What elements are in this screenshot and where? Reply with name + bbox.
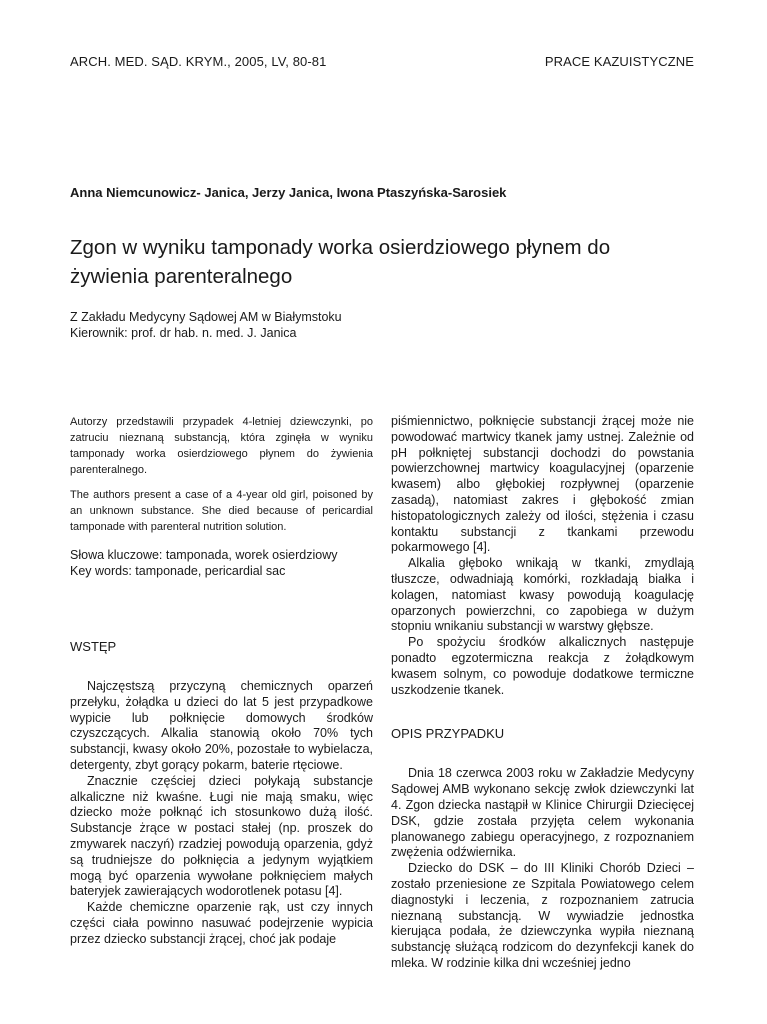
intro-paragraph-3: Każde chemiczne oparzenie rąk, ust czy innych części ciała powinno nasuwać podejrzenie wypicia przez dziecko substancji żrącej, choć jak podaje <box>70 900 373 946</box>
keywords <box>70 547 373 579</box>
journal-citation: ARCH. MED. SĄD. KRYM., 2005, LV, 80-81 <box>70 54 327 69</box>
abstract-english: The authors present a case of a 4-year old girl, poisoned by an unknown substance. She died because of pericardial tamponade with parenteral nutrition solution. <box>70 489 373 533</box>
left-column <box>70 414 373 948</box>
abstract-polish: Autorzy przedstawili przypadek 4-letniej dziewczynki, po zatruciu nieznaną substancją, która zginęła w wyniku tamponady worka osierdziowego płynem do żywienia parenteralnego. <box>70 416 373 476</box>
author-list: Anna Niemcunowicz- Janica, Jerzy Janica, Iwona Ptaszyńska-Sarosiek <box>70 185 507 200</box>
right-column <box>391 414 694 972</box>
article-title: Zgon w wyniku tamponady worka osierdziowego płynem do żywienia parenteralnego <box>70 236 611 288</box>
affiliation-head: Kierownik: prof. dr hab. n. med. J. Janica <box>70 326 297 340</box>
intro-paragraph-1: Najczęstszą przyczyną chemicznych oparzeń przełyku, żołądka u dzieci do lat 5 jest przypadkowe wypicie lub połknięcie domowych środków czyszczących. Alkalia stanowią około 70% tych substancji, kwasy około 20%, pozostałe to wybielacza, detergenty, zbyt gorący pokarm, baterie rtęciowe. <box>70 679 373 772</box>
case-paragraph-2: Dziecko do DSK – do III Kliniki Chorób Dzieci – zostało przeniesione ze Szpitala Powiatowego celem diagnostyki i leczenia, z rozpoznaniem zatrucia nieznaną substancją. W wywiadzie jednostka kierująca podała, że dziewczynka wypiła nieznaną substancję służącą rodzicom do dezynfekcji kanek do mleka. W rodzinie kilka dni wcześniej jedno <box>391 861 694 970</box>
section-heading-case: OPIS PRZYPADKU <box>391 726 505 742</box>
affiliation <box>70 309 342 341</box>
affiliation-institution: Z Zakładu Medycyny Sądowej AM w Białymstoku <box>70 310 342 324</box>
keywords-english: Key words: tamponade, pericardial sac <box>70 564 286 578</box>
case-paragraph-1: Dnia 18 czerwca 2003 roku w Zakładzie Medycyny Sądowej AMB wykonano sekcję zwłok dziewczynki lat 4. Zgon dziecka nastąpił w Klinice Chirurgii Dziecięcej DSK, gdzie została przyjęta celem wykonania planowanego zabiegu operacyjnego, z rozpoznaniem zwężenia odźwiernika. <box>391 766 694 860</box>
intro-paragraph-5: Po spożyciu środków alkalicznych następuje ponadto egzotermiczna reakcja z żołądkowym kwasem solnym, co powoduje dodatkowe termiczne uszkodzenie tkanek. <box>391 635 694 697</box>
keywords-polish: Słowa kluczowe: tamponada, worek osierdziowy <box>70 548 338 562</box>
intro-paragraph-4: Alkalia głęboko wnikają w tkanki, zmydlają tłuszcze, odwadniają komórki, rozkładają białka i kolagen, natomiast kwasy powodują koagulację oparzonych powierzchni, co zapobiega w dużym stopniu wnikaniu substancji w warstwy głębsze. <box>391 556 694 634</box>
intro-paragraph-3-continued: piśmiennictwo, połknięcie substancji żrącej może nie powodować martwicy tkanek jamy ustnej. Zależnie od pH połkniętej substancji dochodzi do powstania powierzchownej martwicy koagulacyjnej (oparzenie kwasem) albo głębokiej rozpływnej (oparzenie zasadą), natomiast zakres i głębokość zmian histopatologicznych zależy od ilości, stężenia i czasu kontaktu substancji z tkankami przewodu pokarmowego [4]. <box>391 414 694 555</box>
intro-paragraph-2: Znacznie częściej dzieci połykają substancje alkaliczne niż kwaśne. Ługi nie mają smaku, więc dziecko może połknąć ich stosunkowo dużą ilość. Substancje żrące w postaci stałej (np. proszek do zmywarek naczyń) rzadziej powodują oparzenia, gdyż są trudniejsze do połknięcia a jedynym wyjątkiem mogą być oparzenia wywołane połknięciem małych bateryjek zawierających wodorotlenek potasu [4]. <box>70 773 373 899</box>
article-section-label: PRACE KAZUISTYCZNE <box>544 54 694 69</box>
section-heading-intro: WSTĘP <box>70 639 117 654</box>
